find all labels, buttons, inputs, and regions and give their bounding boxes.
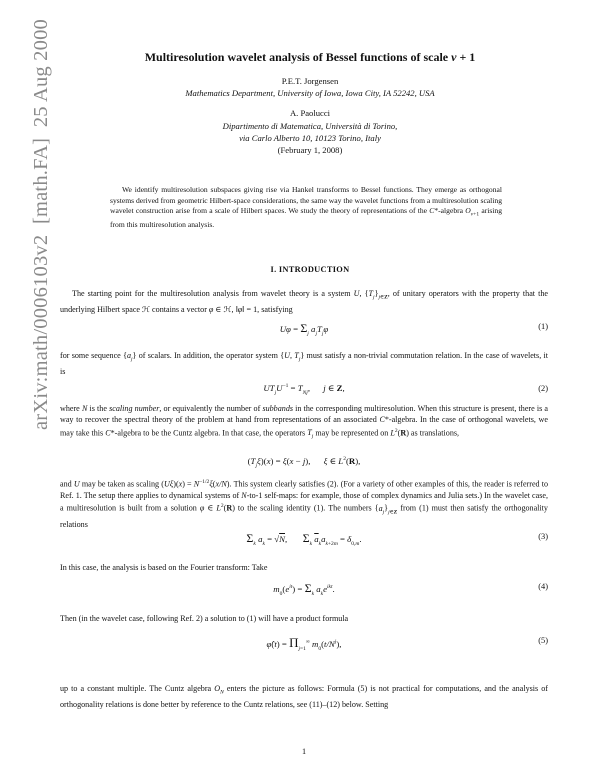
equation-translation: $(T_j\xi)(x) = \xi(x - j)$, ξ ∈ $L^2(R)$, [247,456,361,469]
abstract: We identify multiresolution subspaces giving rise via Hankel transforms to Bessel functions. They emerge as orthogonal systems derived from geometric Hilbert-space considerations, the same way the wavelet functions from a multiresolution scaling wavelet construction arise from a scale of Hilbert spaces. We study the theory of representations of the C*-algebra $O_{\nu+1}$ arising from this multiresolution analysis. [110,185,502,230]
equation-3-number: (3) [538,532,548,541]
equation-1: $U\varphi = \Sigma_j$ $a_jT_j\varphi$ (1) [279,321,548,337]
paragraph-1: The starting point for the multiresolution analysis from wavelet theory is a system U, $\{T_j\}_{j\in Z}$, of unitary operators with the property that the underlying Hilbert space ℋ contains a vector φ ∈ ℋ, ‖φ‖ = 1, satisfying [60,289,549,314]
section-heading: I. INTRODUCTION [270,265,350,274]
equation-2: $UT_jU^{-1} = T_{Nj}$, j ∈ Z, (2) [263,383,548,396]
equation-3: $\Sigma_k$ $a_k = √N$, $\Sigma_k$ $\overline{a}_ka_{k+2m} = \delta_{0,m}$. (3) [246,531,548,547]
equation-5: φ̂(t) = $\Pi_{j=1}^\infty$ $m_0(t/N^j)$, (5) [266,635,548,652]
paragraph-7: up to a constant multiple. The Cuntz algebra $O_N$ enters the picture as follows: Formula (5) is not practical for computations, and the analysis of orthogonality relations is done better by reference to the Cuntz relations, see (11)–(12) below. Setting [60,684,548,709]
paragraph-4: and U may be taken as scaling $(U\xi)(x) = N^{-1/2}\xi(x/N)$. This system clearly satisfies (2). (For a variety of other examples of this, the reader is referred to Ref. 1. The setup there applies to dynamical systems of N-to-1 self-maps: for example, those of complex dynamics and Julia sets.) In the wavelet case, a multiresolution is built from a solution φ ∈ $L^2(R)$ to the scaling identity (1). The numbers $\{a_j\}_{j\in Z}$ from (1) must then satisfy the orthogonality relations [60,479,549,529]
paragraph-2: for some sequence $\{a_j\}$ of scalars. In addition, the operator system {U, $T_j$} must satisfy a non-trivial commutation relation. In the case of wavelets, it is [60,351,549,376]
equation-4: $m_0(e^{it}) = \Sigma_k$ $a_ke^{ikt}$. (4) [273,581,548,597]
paper-date: (February 1, 2008) [277,145,343,155]
paper-title: Multiresolution wavelet analysis of Bessel functions of scale ν + 1 [144,50,476,64]
paragraph-6: Then (in the wavelet case, following Ref. 2) a solution to (1) will have a product formula [60,614,349,623]
paragraph-5: In this case, the analysis is based on the Fourier transform: Take [60,563,268,572]
author-2-name: A. Paolucci [289,108,331,118]
page-number: 1 [301,747,307,756]
author-2-affiliation-line-1: Dipartimento di Matematica, Università di Torino, [222,121,398,131]
author-1-name: P.E.T. Jorgensen [281,76,339,86]
arxiv-identifier[interactable]: arXiv:math/0006103v2 [math.FA] 25 Aug 2000 [30,19,52,430]
paragraph-3: where N is the scaling number, or equivalently the number of subbands in the corresponding multiresolution. When this structure is present, there is a way to recover the spectral theory of the problem at hand from representations of an associated C*-algebra. In the case of orthogonal wavelets, we may take this C*-algebra to be the Cuntz algebra. In that case, the operators $T_j$ may be represented on $L^2(R)$ as translations, [60,404,549,440]
equation-1-number: (1) [538,322,548,331]
equation-2-number: (2) [538,384,548,393]
equation-4-number: (4) [538,582,548,591]
equation-5-number: (5) [538,636,548,645]
author-1-affiliation: Mathematics Department, University of Iowa, Iowa City, IA 52242, USA [185,88,435,98]
author-2-affiliation-line-2: via Carlo Alberto 10, 10123 Torino, Italy [239,133,381,143]
